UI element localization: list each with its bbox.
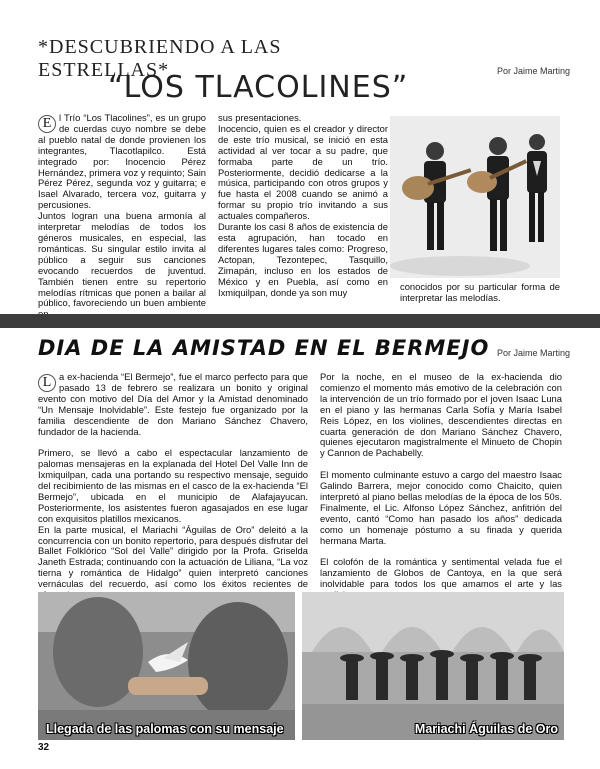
- mariachi-photo-caption: Mariachi Águilas de Oro: [414, 722, 558, 736]
- section1-caption: conocidos por su particular forma de interpretar las melodías.: [400, 281, 560, 303]
- section1-column-2: [218, 113, 388, 298]
- section2-heading: DIA DE LA AMISTAD EN EL BERMEJO: [38, 336, 490, 360]
- section1-paragraph-5: Durante los casi 8 años de existencia de esta agrupación, han tocado en diferentes lugares tales como: Progreso, Actopan, Tezontepec, Tasquillo, Zimapán, incluso en los estados de México y en Puebla, así como en Ixmiquilpan, donde ya son muy: [218, 221, 388, 298]
- section1-byline: Por Jaime Marting: [497, 66, 571, 76]
- doves-illustration: [38, 592, 295, 740]
- section2-dropcap: L: [38, 374, 56, 392]
- section2-byline: Por Jaime Marting: [497, 348, 571, 358]
- section1-paragraph-2: Juntos logran una buena armonía al interpretar melodías de todos los géneros musicales, en especial, las románticas. Su singular estilo invita al público a seguir sus canciones evocando recuerdos de juventud. También tienen entre su repertorio melodías rítmicas que ponen a bailar al público, favoreciendo un buen ambiente: [38, 210, 206, 309]
- mariachi-photo: [302, 592, 564, 740]
- section2-paragraph-5: El momento culminante estuvo a cargo del maestro Isaac Galindo Barrera, mejor conocido como Chaicito, quien interpretó al piano bellas melodías de la época de los 50s. Finalmente, el Lic. Alfonso López Sánchez, anfitrión del evento, cantó “Como han pasado los años” dedicada como un homenaje póstumo a su finada y querida hermana Marta.: [320, 469, 562, 546]
- section2-paragraph-3: En la parte musical, el Mariachi “Águilas de Oro” deleitó a la concurrencia con un bonito repertorio, para después disfrutar del Ballet Folklórico “Sol del Valle” dirigido por la Profa. Griselda Janeth Estrada; continuando con la actuación de Liliana, “La voz tierna y romántica de Hidalgo” quien interpretó canciones vernáculas del recuerdo, así como los éxitos recientes de: [38, 523, 308, 590]
- section2-column-1: [38, 372, 308, 612]
- page-number: 32: [38, 742, 50, 753]
- trio-photo: [390, 116, 560, 278]
- section1-paragraph-3: sus presentaciones.: [218, 112, 302, 123]
- section2-paragraph-2: Primero, se llevó a cabo el espectacular lanzamiento de palomas mensajeras en la explanada del Hotel Del Valle Inn de Ixmiquilpan, cada una portando su respectivo mensaje, seguido del recibimiento de las mismas en el casco de la ex-hacienda “El Bermejo”, ubicada en el municipio de Alafajayucan. Posteriormente, los asistentes fueron agasajados en ese lugar con exquisitos platillos mexicanos.: [38, 447, 308, 524]
- doves-photo: [38, 592, 295, 740]
- section1-paragraph-1: l Trío “Los Tlacolines”, es un grupo de cuerdas cuyo nombre se debe al pueblo natal de donde provienen los integrantes, Tlacotlapilco. Está integrado por: Inocencio Pérez Hernández, primera voz y requinto; Sain Pérez Pérez, segunda voz y guitarra; e Isael Alvarado, tercera voz, guitarra y percusiones.: [38, 112, 206, 211]
- section2-paragraph-6: El colofón de la romántica y sentimental velada fue el lanzamiento de Globos de Cantoya, en la que será inolvidable para todos los que amamos el arte y las: [320, 556, 562, 590]
- trio-illustration: [390, 116, 560, 278]
- section2-paragraph-4: Por la noche, en el museo de la ex-hacienda dio comienzo el momento más emotivo de la celebración con la intervención de un trío formado por el joven Isaac Luna en el piano y las hermanas Carla Sofía y María Isabel Reis López, en los violines, descendientes directas en cuarta generación de don Mariano Sánchez Chavero, quienes ejecutaron magistralmente el Minueto de Chopin y Cannon de Pachabelly.: [320, 371, 562, 459]
- section1-column-1: [38, 113, 206, 320]
- section-divider-bar: [0, 314, 600, 328]
- section2-paragraph-1: a ex-hacienda “El Bermejo”, fue el marco perfecto para que pasado 13 de febrero se realizara un bonito y original evento con motivo del Día del Amor y la Amistad denominado “Un Mensaje Inolvidable”. Este festejo fue organizado por la familia descendiente de don Mariano Sánchez Chavero, fundador de la hacienda.: [38, 371, 308, 437]
- section1-paragraph-4: Inocencio, quien es el creador y director de este trío musical, se inició en esta actividad al ver tocar a su padre, que formaba parte de un trío. Posteriormente, decidió dedicarse a la música, participando con otros grupos y fue hasta el 2008 cuando se animó a formar su propio trío invitando a sus actuales compañeros.: [218, 122, 388, 222]
- section1-heading: *DESCUBRIENDO A LAS ESTRELLAS*: [38, 36, 282, 81]
- doves-photo-caption: Llegada de las palomas con su mensaje: [46, 722, 284, 736]
- section1-subheading: “LOS TLACOLINES”: [108, 70, 409, 105]
- section1-dropcap: E: [38, 115, 56, 133]
- mariachi-illustration: [302, 592, 564, 740]
- section2-column-2: [320, 372, 562, 612]
